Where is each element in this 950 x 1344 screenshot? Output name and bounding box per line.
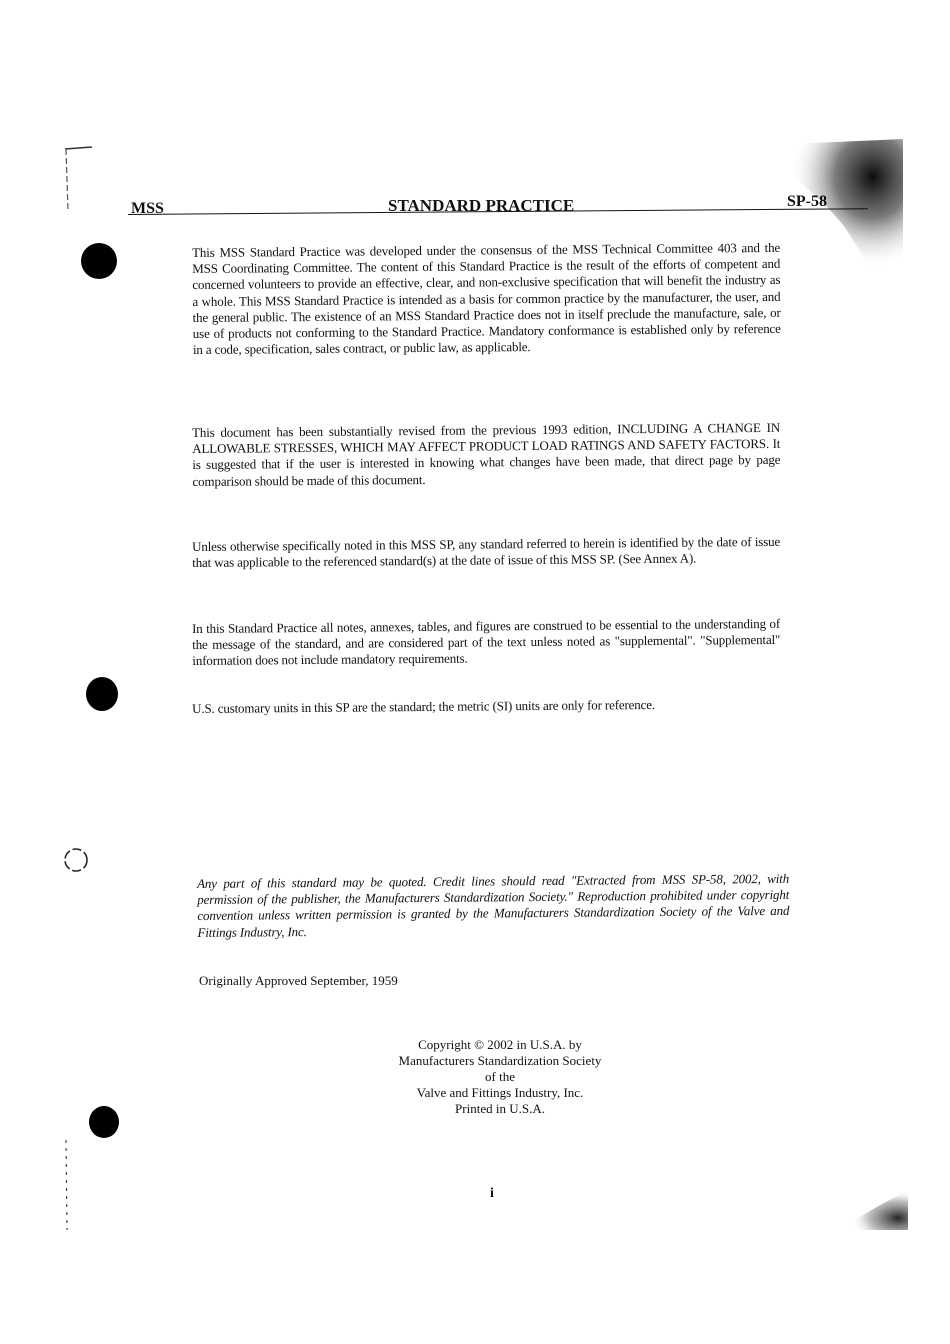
header-title: STANDARD PRACTICE [388,196,575,215]
paragraph-units: U.S. customary units in this SP are the standard; the metric (SI) units are only for reference. [192,696,656,716]
header-organization: MSS [131,200,164,217]
scan-corner-bracket [62,145,94,215]
publisher-line: of the [485,1069,515,1084]
header-doc-number: SP-58 [787,193,827,210]
paragraph-referenced-standards: Unless otherwise specifically noted in this MSS SP, any standard referred to herein is identified by the date of issue that was applicable to the referenced standard(s) at the date of issue of this MSS SP. (See Annex A). [192,533,781,571]
scan-left-edge-marks [58,1135,78,1235]
page-number: i [490,1186,494,1201]
quote-permission-notice: Any part of this standard may be quoted. Credit lines should read "Extracted from MSS SP-58, 2002, with permission of the publisher, the Manufacturers Standardization Society." Reproduction prohibited under copyright convention unless written permission is granted by the Manufacturers Standardization Society of the Valve and Fittings Industry, Inc. [197,870,790,940]
publisher-line: Valve and Fittings Industry, Inc. [416,1085,584,1100]
punch-hole-middle [86,677,118,711]
paragraph-supplemental-info: In this Standard Practice all notes, annexes, tables, and figures are construed to be essential to the understanding of the message of the standard, and are considered part of the text unless noted as "supplemental". "Supplemental" information does not include mandatory requirements. [192,615,781,669]
copyright-line: Copyright © 2002 in U.S.A. by [418,1037,582,1052]
printed-line: Printed in U.S.A. [455,1101,545,1116]
punch-hole-outline [60,842,94,878]
scan-noise-bottom-right [830,1185,910,1235]
paragraph-consensus: This MSS Standard Practice was developed under the consensus of the MSS Technical Committee 403 and the MSS Coordinating Committee. The content of this Standard Practice is the result of the efforts of competent and concerned volunteers to provide an effective, clear, and non-exclusive specification that will benefit the industry as a whole. This MSS Standard Practice is intended as a basis for common practice by the manufacturer, the user, and the general public. The existence of an MSS Standard Practice does not in itself preclude the manufacture, sale, or use of products not conforming to the Standard Practice. Mandatory conformance is established only by reference in a code, specification, sales contract, or public law, as applicable. [192,239,781,358]
punch-hole-top [81,243,117,279]
punch-hole-bottom [89,1106,119,1138]
approval-date: Originally Approved September, 1959 [199,973,398,988]
copyright-block [350,1037,650,1117]
paragraph-revision-notice: This document has been substantially revised from the previous 1993 edition, INCLUDING A CHANGE IN ALLOWABLE STRESSES, WHICH MAY AFFECT PRODUCT LOAD RATINGS AND SAFETY FACTORS. It is suggested that if the user is interested in knowing what changes have been made, that direct page by page comparison should be made of this document. [192,419,781,489]
publisher-line: Manufacturers Standardization Society [398,1053,602,1068]
